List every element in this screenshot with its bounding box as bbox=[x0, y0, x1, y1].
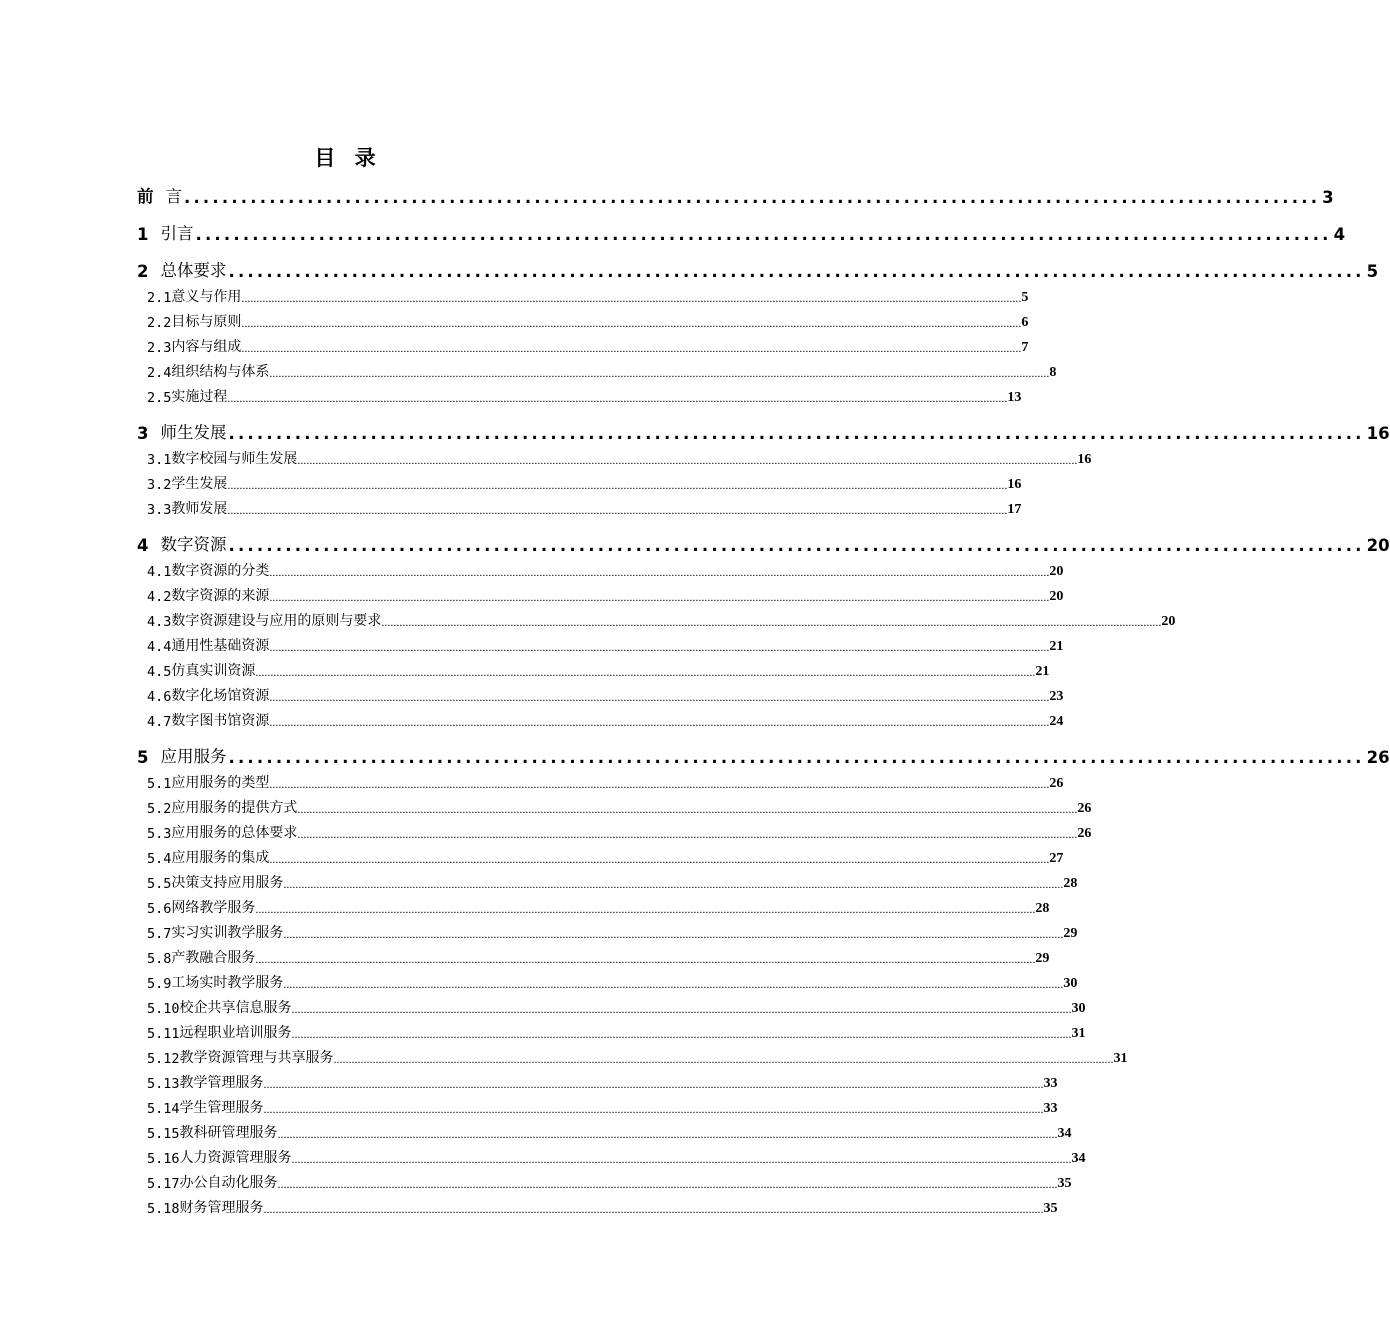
toc-leader-dots: .................................................................................................................................................................................................................................................................... bbox=[255, 665, 1036, 679]
toc-leader-dots: .................................................................................................................................................................................................................................................................... bbox=[269, 690, 1050, 704]
toc-entry-title: 人力资源管理服务 bbox=[179, 1150, 292, 1166]
toc-page-number: 16 bbox=[1366, 424, 1390, 443]
toc-leader-dots: ........................................................................................................................ bbox=[228, 536, 1365, 555]
toc-entry-number: 3 bbox=[137, 424, 149, 443]
toc-entry-number: 5.17 bbox=[147, 1176, 180, 1192]
toc-entry-title: 应用服务的类型 bbox=[171, 775, 270, 791]
toc-entry-number: 2.2 bbox=[147, 315, 172, 331]
toc-entry-title: 数字资源建设与应用的原则与要求 bbox=[171, 613, 382, 629]
toc-entry-title: 教师发展 bbox=[171, 501, 228, 517]
toc-leader-dots: .................................................................................................................................................................................................................................................................... bbox=[283, 877, 1064, 891]
toc-leader-dots: .................................................................................................................................................................................................................................................................... bbox=[263, 1102, 1044, 1116]
toc-leader-dots: .................................................................................................................................................................................................................................................................... bbox=[277, 1127, 1058, 1141]
toc-section-entry[interactable] bbox=[137, 967, 1078, 992]
toc-entry-number: 5.1 bbox=[147, 776, 172, 792]
toc-section-entry[interactable] bbox=[137, 1167, 1072, 1192]
toc-entry-title: 意义与作用 bbox=[171, 289, 242, 305]
toc-section-entry[interactable] bbox=[137, 1042, 1128, 1067]
toc-section-entry[interactable] bbox=[137, 468, 1022, 493]
toc-leader-dots: .................................................................................................................................................................................................................................................................... bbox=[283, 927, 1064, 941]
toc-entry-title: 数字资源 bbox=[160, 535, 227, 554]
toc-entry-title: 数字资源的分类 bbox=[171, 563, 270, 579]
toc-entry-number: 4.5 bbox=[147, 664, 172, 680]
toc-entry-title: 工场实时教学服务 bbox=[171, 975, 284, 991]
toc-section-entry[interactable] bbox=[137, 580, 1064, 605]
toc-page-number: 4 bbox=[1333, 225, 1346, 244]
toc-entry-number: 5.8 bbox=[147, 951, 172, 967]
toc-leader-dots: .................................................................................................................................................................................................................................................................... bbox=[227, 478, 1008, 492]
toc-entry-number: 5.15 bbox=[147, 1126, 180, 1142]
toc-entry-title: 实施过程 bbox=[171, 389, 228, 405]
toc-leader-dots: .................................................................................................................................................................................................................................................................... bbox=[269, 590, 1050, 604]
toc-page-number: 13 bbox=[1007, 390, 1022, 405]
toc-entry-number: 5.2 bbox=[147, 801, 172, 817]
toc-page-number: 26 bbox=[1077, 801, 1092, 816]
toc-section-entry[interactable] bbox=[137, 493, 1022, 518]
toc-entry-title: 学生管理服务 bbox=[179, 1100, 264, 1116]
page-title: 目 录 bbox=[314, 146, 382, 170]
toc-page-number: 30 bbox=[1063, 976, 1078, 991]
toc-section-entry[interactable] bbox=[137, 842, 1064, 867]
toc-chapter-entry[interactable] bbox=[137, 742, 1390, 767]
toc-page-number: 34 bbox=[1057, 1126, 1072, 1141]
toc-entry-number: 2.5 bbox=[147, 390, 172, 406]
toc-page-number: 26 bbox=[1049, 776, 1064, 791]
toc-section-entry[interactable] bbox=[137, 942, 1050, 967]
toc-section-entry[interactable] bbox=[137, 680, 1064, 705]
toc-leader-dots: ........................................................................................................................ bbox=[228, 424, 1365, 443]
toc-leader-dots: .................................................................................................................................................................................................................................................................... bbox=[277, 1177, 1058, 1191]
toc-entry-number: 2.1 bbox=[147, 290, 172, 306]
toc-page-number: 26 bbox=[1366, 748, 1390, 767]
toc-entry-number: 前 bbox=[137, 187, 154, 206]
toc-entry-title: 数字化场馆资源 bbox=[171, 688, 270, 704]
toc-page-number: 35 bbox=[1043, 1201, 1058, 1216]
toc-section-entry[interactable] bbox=[137, 306, 1029, 331]
toc-entry-title: 应用服务 bbox=[160, 747, 227, 766]
toc-leader-dots: .................................................................................................................................................................................................................................................................... bbox=[269, 715, 1050, 729]
toc-entry-number: 4.4 bbox=[147, 639, 172, 655]
toc-entry-number: 2.4 bbox=[147, 365, 172, 381]
toc-section-entry[interactable] bbox=[137, 1092, 1058, 1117]
toc-entry-title: 数字校园与师生发展 bbox=[171, 451, 298, 467]
toc-leader-dots: .................................................................................................................................................................................................................................................................... bbox=[297, 827, 1078, 841]
toc-section-entry[interactable] bbox=[137, 1067, 1058, 1092]
toc-entry-number: 4.3 bbox=[147, 614, 172, 630]
toc-entry-number: 5.5 bbox=[147, 876, 172, 892]
toc-leader-dots: .................................................................................................................................................................................................................................................................... bbox=[269, 565, 1050, 579]
toc-section-entry[interactable] bbox=[137, 443, 1092, 468]
toc-leader-dots: .................................................................................................................................................................................................................................................................... bbox=[255, 952, 1036, 966]
toc-page-number: 33 bbox=[1043, 1076, 1058, 1091]
toc-entry-number: 5.12 bbox=[147, 1051, 180, 1067]
toc-entry-number: 5.13 bbox=[147, 1076, 180, 1092]
toc-section-entry[interactable] bbox=[137, 630, 1064, 655]
toc-entry-number: 5.6 bbox=[147, 901, 172, 917]
toc-entry-number: 4.2 bbox=[147, 589, 172, 605]
toc-entry-title: 仿真实训资源 bbox=[171, 663, 256, 679]
toc-section-entry[interactable] bbox=[137, 917, 1078, 942]
toc-section-entry[interactable] bbox=[137, 705, 1064, 730]
toc-entry-title: 应用服务的提供方式 bbox=[171, 800, 298, 816]
toc-page-number: 31 bbox=[1071, 1026, 1086, 1041]
toc-page-number: 3 bbox=[1322, 188, 1334, 207]
toc-entry-number: 4.1 bbox=[147, 564, 172, 580]
toc-leader-dots: .................................................................................................................................................................................................................................................................... bbox=[241, 291, 1022, 305]
toc-entry-number: 5.14 bbox=[147, 1101, 180, 1117]
toc-page-number: 23 bbox=[1049, 689, 1064, 704]
toc-entry-title: 应用服务的集成 bbox=[171, 850, 270, 866]
toc-entry-title: 财务管理服务 bbox=[179, 1200, 264, 1216]
toc-entry-number: 5.9 bbox=[147, 976, 172, 992]
toc-entry-number: 2 bbox=[137, 262, 149, 281]
toc-leader-dots: .................................................................................................................................................................................................................................................................... bbox=[241, 316, 1022, 330]
toc-section-entry[interactable] bbox=[137, 867, 1078, 892]
toc-entry-number: 2.3 bbox=[147, 340, 172, 356]
toc-section-entry[interactable] bbox=[137, 1142, 1086, 1167]
toc-page-number: 5 bbox=[1366, 262, 1379, 281]
toc-entry-title: 师生发展 bbox=[160, 423, 227, 442]
toc-page-number: 24 bbox=[1049, 714, 1064, 729]
toc-page-number: 35 bbox=[1057, 1176, 1072, 1191]
toc-entry-number: 3.2 bbox=[147, 477, 172, 493]
toc-section-entry[interactable] bbox=[137, 1117, 1072, 1142]
toc-entry-number: 5 bbox=[137, 748, 149, 767]
toc-entry-title: 内容与组成 bbox=[171, 339, 242, 355]
toc-leader-dots: .................................................................................................................................................................................................................................................................... bbox=[297, 453, 1078, 467]
toc-entry-number: 1 bbox=[137, 225, 149, 244]
toc-page-number: 20 bbox=[1366, 536, 1390, 555]
toc-page-number: 26 bbox=[1077, 826, 1092, 841]
toc-page-number: 31 bbox=[1113, 1051, 1128, 1066]
toc-entry-number: 4.7 bbox=[147, 714, 172, 730]
toc-section-entry[interactable] bbox=[137, 892, 1050, 917]
toc-leader-dots: .................................................................................................................................................................................................................................................................... bbox=[263, 1202, 1044, 1216]
toc-leader-dots: .................................................................................................................................................................................................................................................................... bbox=[291, 1027, 1072, 1041]
toc-leader-dots: .................................................................................................................................................................................................................................................................... bbox=[297, 802, 1078, 816]
toc-leader-dots: .................................................................................................................................................................................................................................................................... bbox=[263, 1077, 1044, 1091]
toc-page-number: 16 bbox=[1077, 452, 1092, 467]
toc-leader-dots: .................................................................................................................................................................................................................................................................... bbox=[227, 503, 1008, 517]
toc-section-entry[interactable] bbox=[137, 381, 1022, 406]
toc-entry-title: 数字资源的来源 bbox=[171, 588, 270, 604]
toc-entry-title: 学生发展 bbox=[171, 476, 228, 492]
toc-entry-title: 目标与原则 bbox=[171, 314, 242, 330]
toc-page-number: 28 bbox=[1035, 901, 1050, 916]
table-of-contents bbox=[137, 182, 1390, 1217]
toc-leader-dots: .................................................................................................................................................................................................................................................................... bbox=[269, 852, 1050, 866]
toc-section-entry[interactable] bbox=[137, 655, 1050, 680]
toc-entry-title: 总体要求 bbox=[160, 261, 227, 280]
toc-entry-number: 3.3 bbox=[147, 502, 172, 518]
toc-entry-title: 办公自动化服务 bbox=[179, 1175, 278, 1191]
toc-entry-number: 4 bbox=[137, 536, 149, 555]
toc-entry-number: 5.4 bbox=[147, 851, 172, 867]
toc-entry-title: 数字图书馆资源 bbox=[171, 713, 270, 729]
toc-entry-number: 5.10 bbox=[147, 1001, 180, 1017]
toc-chapter-entry[interactable] bbox=[137, 219, 1346, 244]
toc-entry-title: 网络教学服务 bbox=[171, 900, 256, 916]
toc-section-entry[interactable] bbox=[137, 605, 1176, 630]
toc-leader-dots: .................................................................................................................................................................................................................................................................... bbox=[291, 1002, 1072, 1016]
toc-entry-number: 5.18 bbox=[147, 1201, 180, 1217]
toc-page-number: 30 bbox=[1071, 1001, 1086, 1016]
toc-entry-number: 5.11 bbox=[147, 1026, 180, 1042]
toc-section-entry[interactable] bbox=[137, 792, 1092, 817]
toc-leader-dots: ........................................................................................................................ bbox=[228, 748, 1365, 767]
toc-leader-dots: ........................................................................................................................ bbox=[195, 225, 1332, 244]
toc-entry-title: 应用服务的总体要求 bbox=[171, 825, 298, 841]
toc-entry-number: 5.3 bbox=[147, 826, 172, 842]
toc-entry-title: 远程职业培训服务 bbox=[179, 1025, 292, 1041]
toc-entry-title: 决策支持应用服务 bbox=[171, 875, 284, 891]
toc-chapter-entry[interactable] bbox=[137, 256, 1379, 281]
toc-page-number: 33 bbox=[1043, 1101, 1058, 1116]
toc-entry-number: 4.6 bbox=[147, 689, 172, 705]
toc-section-entry[interactable] bbox=[137, 331, 1029, 356]
toc-entry-title: 实习实训教学服务 bbox=[171, 925, 284, 941]
toc-page-number: 6 bbox=[1021, 315, 1029, 330]
toc-leader-dots: .................................................................................................................................................................................................................................................................... bbox=[227, 391, 1008, 405]
toc-page-number: 34 bbox=[1071, 1151, 1086, 1166]
toc-page-number: 29 bbox=[1063, 926, 1078, 941]
toc-entry-title: 言 bbox=[165, 187, 182, 206]
toc-section-entry[interactable] bbox=[137, 767, 1064, 792]
toc-entry-title: 产教融合服务 bbox=[171, 950, 256, 966]
toc-section-entry[interactable] bbox=[137, 555, 1064, 580]
toc-leader-dots: .................................................................................................................................................................................................................................................................... bbox=[333, 1052, 1114, 1066]
toc-entry-title: 通用性基础资源 bbox=[171, 638, 270, 654]
toc-chapter-entry[interactable] bbox=[137, 418, 1390, 443]
toc-page-number: 5 bbox=[1021, 290, 1029, 305]
toc-leader-dots: ........................................................................................................................ bbox=[228, 262, 1365, 281]
toc-leader-dots: .................................................................................................................................................................................................................................................................... bbox=[283, 977, 1064, 991]
toc-page-number: 20 bbox=[1161, 614, 1176, 629]
toc-page-number: 21 bbox=[1035, 664, 1050, 679]
toc-page-number: 17 bbox=[1007, 502, 1022, 517]
toc-leader-dots: .................................................................................................................................................................................................................................................................... bbox=[269, 366, 1050, 380]
toc-entry-title: 引言 bbox=[160, 224, 194, 243]
toc-page-number: 27 bbox=[1049, 851, 1064, 866]
toc-page-number: 20 bbox=[1049, 589, 1064, 604]
toc-leader-dots: .................................................................................................................................................................................................................................................................... bbox=[255, 902, 1036, 916]
toc-entry-number: 3.1 bbox=[147, 452, 172, 468]
toc-page-number: 16 bbox=[1007, 477, 1022, 492]
toc-section-entry[interactable] bbox=[137, 1017, 1086, 1042]
toc-entry-title: 教学资源管理与共享服务 bbox=[179, 1050, 334, 1066]
toc-leader-dots: .................................................................................................................................................................................................................................................................... bbox=[381, 615, 1162, 629]
toc-page-number: 28 bbox=[1063, 876, 1078, 891]
toc-leader-dots: ........................................................................................................................ bbox=[184, 188, 1321, 207]
toc-entry-number: 5.16 bbox=[147, 1151, 180, 1167]
toc-section-entry[interactable] bbox=[137, 356, 1057, 381]
toc-entry-title: 校企共享信息服务 bbox=[179, 1000, 292, 1016]
toc-section-entry[interactable] bbox=[137, 1192, 1058, 1217]
toc-page-number: 7 bbox=[1021, 340, 1029, 355]
toc-page-number: 29 bbox=[1035, 951, 1050, 966]
toc-leader-dots: .................................................................................................................................................................................................................................................................... bbox=[269, 640, 1050, 654]
toc-entry-title: 教科研管理服务 bbox=[179, 1125, 278, 1141]
toc-entry-title: 教学管理服务 bbox=[179, 1075, 264, 1091]
toc-leader-dots: .................................................................................................................................................................................................................................................................... bbox=[241, 341, 1022, 355]
toc-leader-dots: .................................................................................................................................................................................................................................................................... bbox=[291, 1152, 1072, 1166]
toc-section-entry[interactable] bbox=[137, 817, 1092, 842]
toc-section-entry[interactable] bbox=[137, 992, 1086, 1017]
toc-entry-number: 5.7 bbox=[147, 926, 172, 942]
toc-section-entry[interactable] bbox=[137, 281, 1029, 306]
toc-chapter-entry[interactable] bbox=[137, 530, 1390, 555]
toc-leader-dots: .................................................................................................................................................................................................................................................................... bbox=[269, 777, 1050, 791]
toc-page-number: 20 bbox=[1049, 564, 1064, 579]
toc-page-number: 8 bbox=[1049, 365, 1057, 380]
toc-entry-title: 组织结构与体系 bbox=[171, 364, 270, 380]
toc-chapter-entry[interactable] bbox=[137, 182, 1334, 207]
toc-page-number: 21 bbox=[1049, 639, 1064, 654]
